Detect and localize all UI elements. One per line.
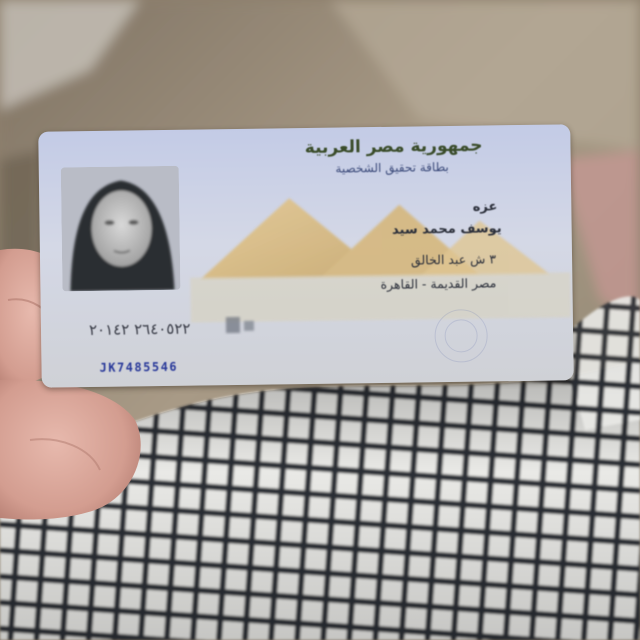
id-card (38, 124, 574, 387)
address-street: ٣ ش عبد الخالق (410, 251, 497, 268)
card-serial-number: JK7485546 (99, 359, 179, 375)
holder-first-name: عزه (472, 199, 498, 215)
holder-full-name: يوسف محمد سيد (391, 221, 502, 238)
portrait-photo (61, 166, 181, 292)
address-district: مصر القديمة - القاهرة (380, 275, 497, 292)
document-type: بطاقة تحقيق الشخصية (335, 159, 449, 176)
issuer-line: جمهورية مصر العربية (304, 135, 483, 159)
national-id-number: ٢٦٤٠٥٢٢ ٢٠١٤٢ (88, 319, 191, 340)
